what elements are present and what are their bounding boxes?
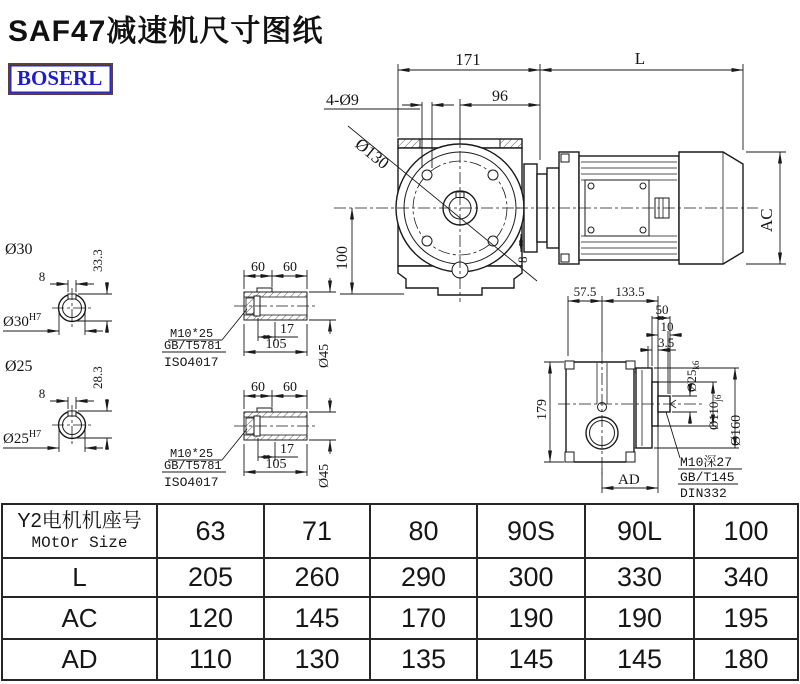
brand-logo: BOSERL xyxy=(8,63,113,95)
bushing-drawing-1 xyxy=(162,260,336,370)
bushing1-std1-label: GB/T5781 xyxy=(164,339,222,353)
col-90L: 90L xyxy=(585,504,694,558)
bore1-fit-label: $Ø30^{H7}$ xyxy=(3,312,42,330)
col-80: 80 xyxy=(370,504,477,558)
bushing1-dim-d45: Ø45 xyxy=(317,343,332,368)
bushing1-bolt-label: M10*25 xyxy=(170,327,214,341)
bushing2-dim-17: 17 xyxy=(280,442,294,457)
bushing2-bolt-label: M10*25 xyxy=(170,447,214,461)
bore1-dia-label: Ø30 xyxy=(5,241,33,258)
motor-size-table xyxy=(1,503,799,681)
col-63: 63 xyxy=(157,504,264,558)
cell-L-63: 205 xyxy=(157,558,264,597)
cell-AC-80: 170 xyxy=(370,597,477,639)
row-label-AD: AD xyxy=(2,639,157,680)
cell-AC-63: 120 xyxy=(157,597,264,639)
dim-57-5-label: 57.5 xyxy=(573,284,597,299)
bushing-drawing-2 xyxy=(162,380,336,490)
cell-AD-71: 130 xyxy=(264,639,370,680)
cell-L-71: 260 xyxy=(264,558,370,597)
bushing1-dim-17: 17 xyxy=(280,322,294,337)
dim-8-label: 8 xyxy=(515,256,530,263)
dim-d25-label: $Ø25_{k6}$ xyxy=(684,360,701,392)
cell-AD-100: 180 xyxy=(694,639,798,680)
bushing1-dim-60b: 60 xyxy=(283,260,297,275)
bore2-dia-label: Ø25 xyxy=(5,358,33,375)
bushing2-dim-105: 105 xyxy=(265,457,287,472)
cell-AD-63: 110 xyxy=(157,639,264,680)
bore1-keyh-label: 33.3 xyxy=(90,249,105,272)
tap-std1-label: GB/T145 xyxy=(680,470,735,485)
bore2-keyh-label: 28.3 xyxy=(90,366,105,389)
motor-side-view xyxy=(516,152,758,264)
bore-section-30 xyxy=(3,241,112,335)
bushing2-std2-label: ISO4017 xyxy=(164,475,219,490)
cell-AC-71: 145 xyxy=(264,597,370,639)
bore1-keyw-label: 8 xyxy=(38,269,46,284)
dim-10-label: 10 xyxy=(660,319,674,334)
dim-AC-label: AC xyxy=(757,208,776,232)
cell-AC-90L: 190 xyxy=(585,597,694,639)
cell-L-100: 340 xyxy=(694,558,798,597)
bore-section-25 xyxy=(3,358,112,452)
bushing2-dim-60b: 60 xyxy=(283,380,297,395)
bore2-fit-label: $Ø25^{H7}$ xyxy=(3,429,42,447)
bushing1-dim-60a: 60 xyxy=(251,260,265,275)
table-row-L xyxy=(2,558,798,597)
dim-d160-label: Ø160 xyxy=(729,414,744,446)
dim-179-label: 179 xyxy=(535,399,550,420)
bushing1-dim-105: 105 xyxy=(265,337,287,352)
bolt-holes-label: 4-Ø9 xyxy=(326,92,359,109)
row-label-AC: AC xyxy=(2,597,157,639)
col-71: 71 xyxy=(264,504,370,558)
dim-171-label: 171 xyxy=(455,50,481,69)
cell-AC-90S: 190 xyxy=(477,597,585,639)
header-motor-size xyxy=(2,504,157,558)
cell-L-90S: 300 xyxy=(477,558,585,597)
flange-diameter-label: Ø130 xyxy=(351,134,393,173)
dim-3-5-label: 3.5 xyxy=(658,335,675,350)
bushing1-std2-label: ISO4017 xyxy=(164,355,219,370)
cell-AD-80: 135 xyxy=(370,639,477,680)
bushing2-std1-label: GB/T5781 xyxy=(164,459,222,473)
bore2-keyw-label: 8 xyxy=(38,386,46,401)
header-en: MOtOr Size xyxy=(31,534,128,552)
dim-50-label: 50 xyxy=(655,302,669,317)
dim-100-label: 100 xyxy=(334,246,351,270)
cell-AC-100: 195 xyxy=(694,597,798,639)
col-90S: 90S xyxy=(477,504,585,558)
dim-AD-label: AD xyxy=(618,472,640,488)
page-title: SAF47减速机尺寸图纸 xyxy=(8,15,324,48)
cell-L-90L: 330 xyxy=(585,558,694,597)
dim-96-label: 96 xyxy=(492,88,508,105)
header-cn: Y2电机机座号 xyxy=(17,510,142,532)
bushing2-dim-d45: Ø45 xyxy=(317,463,332,488)
dim-133-5-label: 133.5 xyxy=(615,284,645,299)
cell-L-80: 290 xyxy=(370,558,477,597)
table-row-AC xyxy=(2,597,798,639)
bushing2-dim-60a: 60 xyxy=(251,380,265,395)
table-header-row xyxy=(2,504,798,558)
col-100: 100 xyxy=(694,504,798,558)
dim-L-label: L xyxy=(634,49,646,68)
row-label-L: L xyxy=(2,558,157,597)
dim-d110-label: $Ø110_{j6}$ xyxy=(706,394,723,430)
cell-AD-90L: 145 xyxy=(585,639,694,680)
tap-spec-label: M10深27 xyxy=(680,455,733,470)
cell-AD-90S: 145 xyxy=(477,639,585,680)
tap-std2-label: DIN332 xyxy=(680,486,727,501)
table-row-AD xyxy=(2,639,798,680)
